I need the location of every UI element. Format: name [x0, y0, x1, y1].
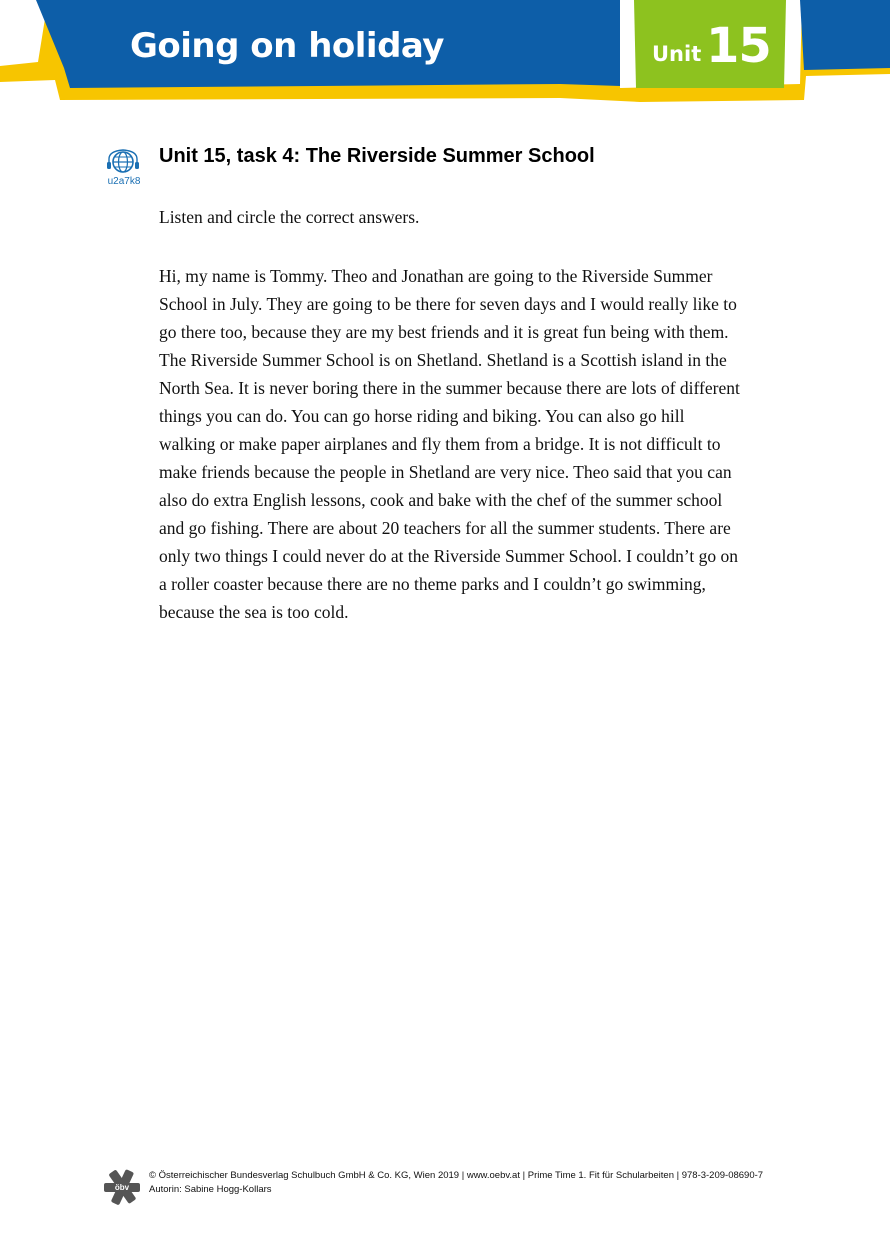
logo-text: öbv [114, 1183, 130, 1192]
task-title: Unit 15, task 4: The Riverside Summer School [159, 145, 595, 167]
passage-line: School in July. They are going to be there for seven days and I would really like to [159, 294, 737, 314]
passage-line: walking or make paper airplanes and fly them from a bridge. It is not difficult to [159, 434, 721, 454]
passage-line: go there too, because they are my best friends and it is great fun being with them. [159, 322, 729, 342]
footer-copyright: © Österreichischer Bundesverlag Schulbuch GmbH & Co. KG, Wien 2019 | www.oebv.at | Prime Time 1. Fit für Schularbeiten | 978-3-209-08690-7 [149, 1170, 764, 1181]
passage-line: a roller coaster because there are no theme parks and I couldn’t go swimming, [159, 574, 706, 594]
footer-author: Autorin: Sabine Hogg-Kollars [149, 1184, 272, 1195]
passage-line: North Sea. It is never boring there in the summer because there are lots of different [159, 378, 740, 398]
page-title: Going on holiday [130, 26, 444, 66]
unit-label: Unit [652, 42, 702, 66]
listening-passage [159, 262, 809, 626]
unit-number: 15 [706, 18, 771, 74]
passage-line: make friends because the people in Shetland are very nice. Theo said that you can [159, 462, 732, 482]
audio-globe-icon [106, 148, 140, 176]
passage-line: and go fishing. There are about 20 teachers for all the summer students. There are [159, 518, 731, 538]
passage-line: Hi, my name is Tommy. Theo and Jonathan are going to the Riverside Summer [159, 266, 713, 286]
passage-line: The Riverside Summer School is on Shetland. Shetland is a Scottish island in the [159, 350, 727, 370]
audio-code[interactable]: u2a7k8 [107, 176, 141, 187]
passage-line: because the sea is too cold. [159, 602, 349, 622]
task-instruction: Listen and circle the correct answers. [159, 207, 420, 227]
passage-line: only two things I could never do at the Riverside Summer School. I couldn’t go on [159, 546, 739, 566]
passage-line: also do extra English lessons, cook and bake with the chef of the summer school [159, 490, 723, 510]
passage-line: things you can do. You can go horse riding and biking. You can also go hill [159, 406, 685, 426]
publisher-logo-icon [104, 1168, 140, 1206]
